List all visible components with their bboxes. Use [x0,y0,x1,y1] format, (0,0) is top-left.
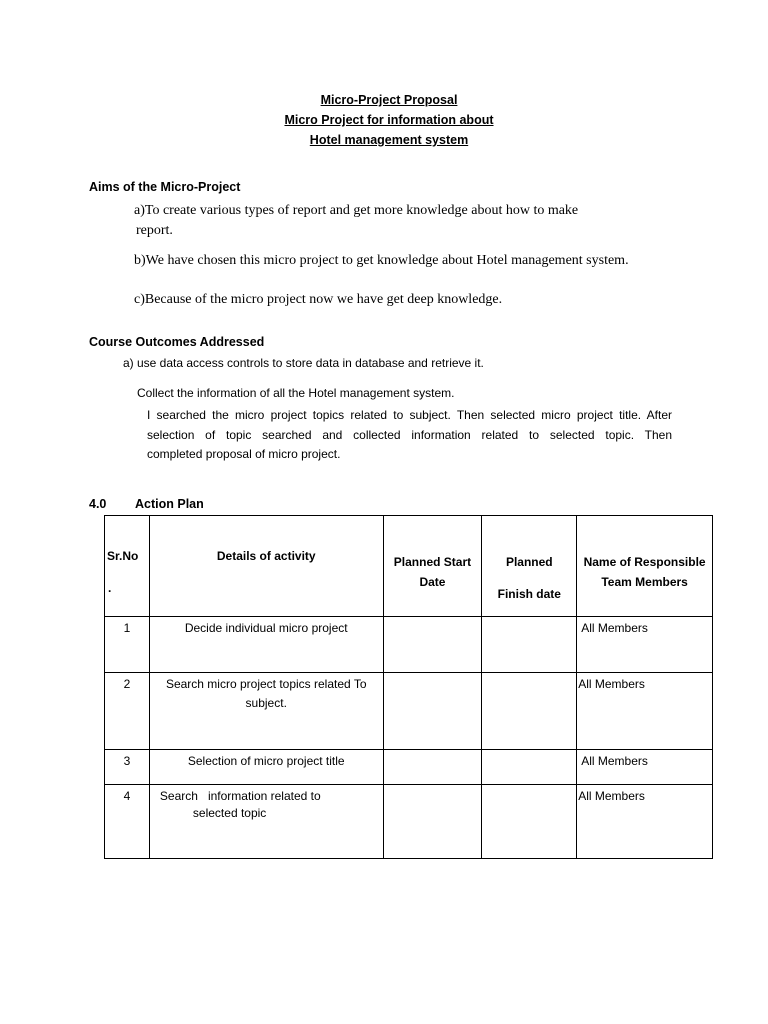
action-plan-heading: Action Plan [135,497,204,511]
outcome-a: a) use data access controls to store data in database and retrieve it. [123,356,484,370]
method-line2: selection of topic searched and collected information related to selected topic. Then [147,428,672,442]
activity-text: Search micro project topics related To [165,677,367,691]
header-finish-line1: Planned [505,555,553,569]
cell-sr [105,785,150,859]
activity-text-line2: subject. [245,696,287,710]
members-text: All Members [578,789,645,803]
table-row [105,617,713,673]
aim-c: c)Because of the micro project now we have get deep knowledge. [134,292,503,307]
cell-sr [105,673,150,750]
cell-activity [149,673,383,750]
aim-a-line2: report. [136,223,173,238]
cell-members [577,750,713,785]
cell-activity [149,750,383,785]
action-plan-table [104,515,713,859]
cell-members [577,673,713,750]
collect-line: Collect the information of all the Hotel management system. [137,386,455,400]
header-planned-finish [482,516,577,617]
cell-sr [105,617,150,673]
cell-finish [482,750,577,785]
activity-text: Decide individual micro project [184,621,348,635]
aims-heading: Aims of the Micro-Project [89,180,241,194]
table-row [105,673,713,750]
header-responsible [577,516,713,617]
project-topic: Hotel management system [309,133,469,147]
header-srno [105,516,150,617]
header-finish-line2: Finish date [497,587,561,601]
activity-text: Selection of micro project title [187,754,345,768]
sr-number: 4 [123,789,131,803]
cell-start [383,785,482,859]
cell-start [383,673,482,750]
members-text: All Members [578,677,645,691]
cell-finish [482,785,577,859]
method-line1: I searched the micro project topics related to subject. Then selected micro project title. After [147,408,672,422]
cell-activity [149,785,383,859]
sr-number: 2 [123,677,131,691]
outcomes-heading: Course Outcomes Addressed [89,335,265,349]
cell-start [383,617,482,673]
header-resp-line1: Name of Responsible [583,555,706,569]
members-text: All Members [581,621,648,635]
cell-activity [149,617,383,673]
header-start-line2: Date [419,575,446,589]
table-row [105,750,713,785]
header-srno-line1: Sr.No [107,549,139,563]
header-details-label: Details of activity [216,549,316,563]
aim-b: b)We have chosen this micro project to get knowledge about Hotel management system. [134,253,629,268]
header-planned-start [383,516,482,617]
proposal-title: Micro-Project Proposal [320,93,458,107]
table-row [105,785,713,859]
activity-text-line2: selected topic [192,806,267,820]
cell-members [577,785,713,859]
header-start-line1: Planned Start [393,555,472,569]
sr-number: 3 [123,754,131,768]
project-subtitle: Micro Project for information about [284,113,494,127]
table-header-row [105,516,713,617]
cell-members [577,617,713,673]
sr-number: 1 [123,621,131,635]
cell-finish [482,617,577,673]
cell-finish [482,673,577,750]
activity-text: Search information related to [159,789,321,803]
method-line3: completed proposal of micro project. [147,447,341,461]
cell-sr [105,750,150,785]
header-resp-line2: Team Members [601,575,688,589]
members-text: All Members [581,754,648,768]
header-details [149,516,383,617]
cell-start [383,750,482,785]
aim-a-line1: a)To create various types of report and get more knowledge about how to make [134,203,579,218]
header-srno-line2: . [108,581,112,595]
action-plan-number: 4.0 [89,497,107,511]
